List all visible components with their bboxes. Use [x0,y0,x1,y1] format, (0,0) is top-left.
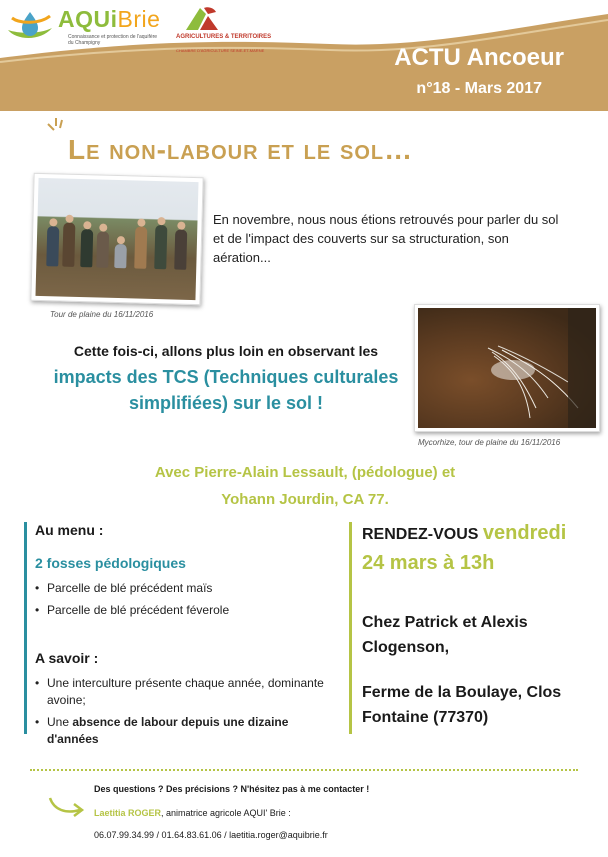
contact-person [94,808,291,818]
arrow-right-icon [48,794,88,818]
savoir-heading: A savoir : [35,650,99,666]
photo1-caption: Tour de plaine du 16/11/2016 [50,310,154,319]
rendezvous-label: RENDEZ-VOUS [362,526,479,543]
issue-number: n°18 - Mars 2017 [416,80,542,97]
ca-logo-line2: CHAMBRE D'AGRICULTURE SEINE-ET-MARNE [176,48,265,53]
rendezvous-host: Chez Patrick et Alexis Clogenson, [362,614,528,656]
water-drop-icon [6,10,54,46]
contact-role: , animatrice agricole AQUI' Brie : [161,808,291,818]
speakers-line1: Avec Pierre-Alain Lessault, (pédologue) et [154,464,456,481]
rendezvous-place: Ferme de la Boulaye, Clos Fontaine (77370) [362,684,562,726]
contact-name: Laetitia ROGER [94,808,162,818]
photo2-caption: Mycorhize, tour de plaine du 16/11/2016 [418,438,561,447]
ca-logo-line1: AGRICULTURES & TERRITOIRES [176,34,272,40]
list-item: • Une absence de labour depuis une dizaine d'années [35,714,335,748]
menu-heading: Au menu : [35,522,104,538]
list-item: • Une interculture présente chaque année, dominante avoine; [35,675,335,709]
intro-text: En novembre, nous nous étions retrouvés pour parler du sol et de l'impact des couverts sur sa structuration, son aération... [213,212,559,265]
rendezvous-day: vendredi [482,522,567,544]
mycorrhiza-fibers [418,308,596,428]
list-item: • Parcelle de blé précédent maïs [35,580,335,597]
logo-name: AQUiBrie [58,6,161,32]
newsletter-title: ACTU Ancoeur [394,44,564,71]
speakers [80,459,530,513]
ca-emblem-icon [182,4,222,32]
contact-question: Des questions ? Des précisions ? N'hésitez pas à me contacter ! [94,784,370,794]
lead-highlight: impacts des TCS (Techniques culturales simplifiées) sur le sol ! [53,367,399,413]
article-title: Le non-labour et le sol… [68,134,414,165]
chambre-agriculture-logo [176,4,272,56]
aquibrie-logo [6,6,166,50]
footer-divider [30,769,578,771]
rendezvous-box [349,522,589,734]
mycorrhiza-photo [414,304,600,432]
speakers-line2: Yohann Jourdin, CA 77. [221,491,389,508]
rendezvous-date: 24 mars à 13h [362,552,495,574]
rendezvous-heading [362,522,602,545]
logo-tagline: Connaissance et protection de l'aquifère du Champigny [68,34,158,46]
header [0,0,608,112]
lead-text: Cette fois-ci, allons plus loin en observant les [73,343,379,359]
menu-box [24,522,340,746]
list-item: • Parcelle de blé précédent féverole [35,602,335,619]
contact-details[interactable]: 06.07.99.34.99 / 01.64.83.61.06 / laetitia.roger@aquibrie.fr [94,830,328,840]
field-visit-photo [30,173,203,305]
sparkle-icon [46,116,68,138]
menu-subheading: 2 fosses pédologiques [35,555,186,571]
